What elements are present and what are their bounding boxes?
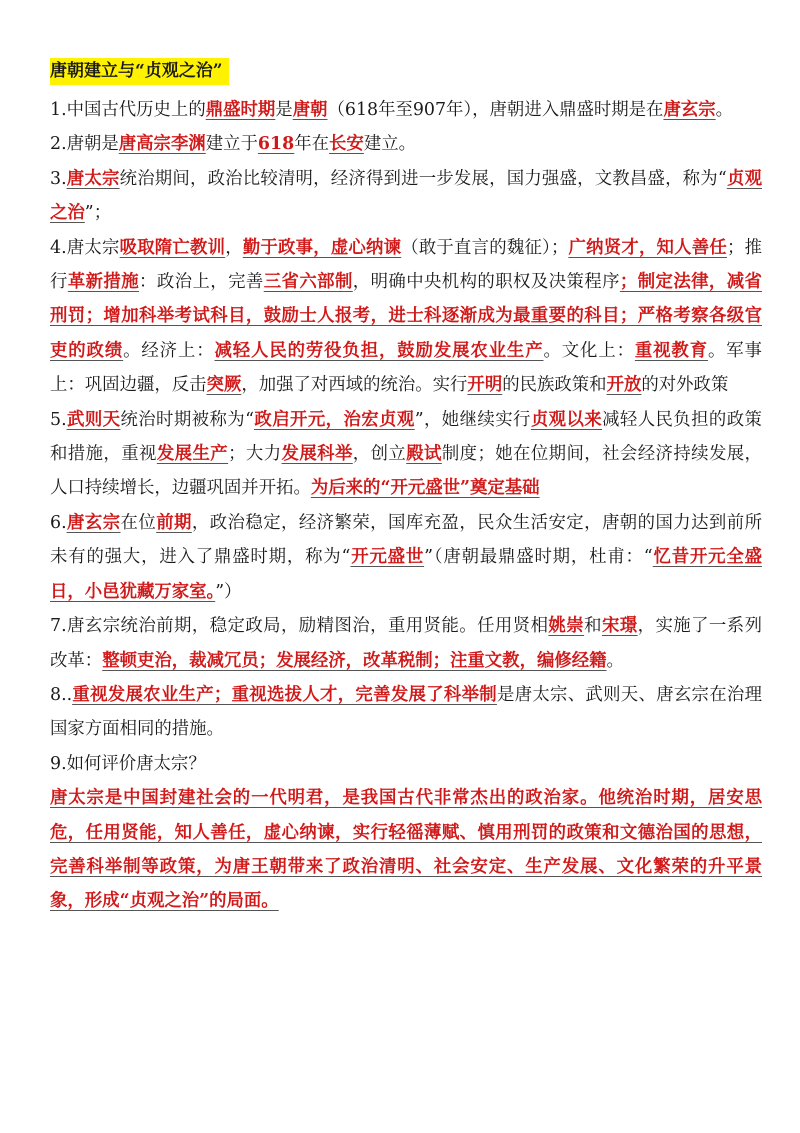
emphasized-term: 革新措施 — [67, 272, 140, 293]
list-item — [50, 506, 762, 609]
list-item — [50, 127, 762, 161]
item-text: ”） — [215, 581, 242, 602]
item-text: ，明确中央机构的职权及决策程序 — [352, 272, 620, 293]
item-text: 4.唐太宗 — [50, 237, 120, 258]
item-text: 的对外政策 — [641, 375, 729, 396]
emphasized-term: 吸取隋亡教训 — [119, 237, 226, 258]
emphasized-term: 忆昔开元全盛日，小邑犹藏万家室。 — [50, 547, 762, 602]
item-text: 。军事上：巩固边疆，反击 — [50, 340, 762, 396]
item-text: 是唐太宗、武则天、唐玄宗在治理国家方面相同的措施。 — [50, 684, 762, 740]
item-text: 在位 — [120, 512, 157, 533]
emphasized-term: 唐朝 — [292, 100, 328, 120]
item-text: 的民族政策和 — [502, 375, 607, 396]
item-text: 。文化上： — [543, 340, 635, 361]
item-text: 制度；她在位期间，社会经济持续发展，人口持续增长，边疆巩固并开拓。 — [50, 444, 762, 499]
answer-text: 唐太宗是中国封建社会的一代明君，是我国古代非常杰出的政治家。他统治时期，居安思危，任用贤能，知人善任，虚心纳谏，实行轻徭薄赋、慎用刑罚的政策和文德治国的思想，完善科举制等政策，为唐王朝带来了政治清明、社会安定、生产发展、文化繁荣的升平景象，形成“贞观之治”的局面。 — [50, 788, 762, 912]
list-item — [50, 231, 762, 403]
item-text: ，政治稳定，经济繁荣，国库充盈，民众生活安定，唐朝的国力达到前所未有的强大，进入了鼎盛时期，称为“ — [50, 512, 762, 568]
document-body — [50, 58, 762, 919]
item-text: ，加强了对西域的统治。实行 — [241, 375, 468, 396]
emphasized-term: 贞观之治 — [50, 168, 762, 224]
emphasized-term: 唐玄宗 — [663, 100, 716, 120]
emphasized-term: 殿试 — [406, 444, 442, 465]
emphasized-term: 重视教育 — [634, 340, 708, 361]
item-text: 2.唐朝是 — [50, 134, 119, 155]
item-text: ”，她继续实行 — [414, 409, 531, 430]
emphasized-term: 整顿吏治，裁减冗员；发展经济，改革税制；注重文教，编修经籍 — [102, 650, 607, 671]
item-list — [50, 93, 762, 781]
item-text: ：政治上，完善 — [139, 272, 264, 293]
item-text: 9.如何评价唐太宗？ — [50, 753, 206, 774]
item-text: ；推行 — [50, 237, 762, 293]
item-text: 1.中国古代历史上的 — [50, 100, 206, 120]
item-text: ， — [225, 237, 243, 258]
item-text: 统治时期被称为“ — [120, 409, 254, 430]
emphasized-term: 唐玄宗 — [66, 512, 121, 533]
item-text: （敢于直言的魏征）； — [401, 237, 569, 258]
item-text: 。经济上： — [123, 340, 215, 361]
item-text: 6. — [50, 512, 67, 533]
emphasized-term: 开元盛世 — [350, 547, 425, 568]
emphasized-term: 减轻人民的劳役负担，鼓励发展农业生产 — [214, 340, 544, 361]
emphasized-term: 重视发展农业生产；重视选拔人才，完善发展了科举制 — [72, 684, 497, 705]
item-text: ，创立 — [352, 444, 407, 465]
item-text: ”； — [84, 203, 112, 224]
emphasized-term: 广纳贤才，知人善任 — [568, 237, 727, 258]
answer-paragraph — [50, 781, 762, 919]
item-text: 统治期间，政治比较清明，经济得到进一步发展，国力强盛，文教昌盛，称为“ — [119, 168, 727, 189]
item-text: 7.唐玄宗统治前期，稳定政局，励精图治，重用贤能。任用贤相 — [50, 616, 549, 637]
item-text: 建立于 — [205, 134, 258, 155]
emphasized-term: 武则天 — [66, 409, 121, 430]
item-text: 是 — [275, 100, 293, 120]
emphasized-term: 发展生产 — [156, 444, 229, 465]
emphasized-term: 鼎盛时期 — [205, 100, 276, 120]
emphasized-term: 三省六部制 — [263, 272, 353, 293]
item-text: 。 — [715, 100, 734, 120]
list-item — [50, 162, 762, 231]
item-text: 3. — [50, 168, 67, 189]
emphasized-term: 贞观以来 — [530, 409, 603, 430]
emphasized-term: 开放 — [606, 375, 642, 396]
item-text: 建立。 — [363, 134, 417, 155]
emphasized-term: 长安 — [329, 134, 364, 155]
emphasized-term: 为后来的“开元盛世”奠定基础 — [310, 478, 540, 499]
list-item — [50, 403, 762, 506]
emphasized-term: 唐高宗李渊 — [118, 134, 206, 155]
item-text: 年在 — [294, 134, 330, 155]
section-title: 唐朝建立与“贞观之治” — [50, 58, 229, 85]
emphasized-term: 618 — [257, 134, 295, 155]
item-text: （618年至907年），唐朝进入鼎盛时期是在 — [327, 100, 664, 120]
emphasized-term: ；制定法律，减省刑罚；增加科举考试科目，鼓励士人报考，进士科逐渐成为最重要的科目；严格考察各级官吏的政绩 — [50, 272, 762, 361]
item-text: ，实施了一系列改革： — [50, 616, 762, 671]
item-text: 5. — [50, 409, 67, 430]
emphasized-term: 政启开元，治宏贞观 — [253, 409, 415, 430]
list-item — [50, 93, 762, 127]
item-text: ”（唐朝最鼎盛时期，杜甫：“ — [424, 547, 653, 568]
emphasized-term: 前期 — [156, 512, 192, 533]
emphasized-term: 突厥 — [206, 375, 242, 396]
item-text: 和 — [584, 616, 602, 637]
item-text: ；大力 — [228, 444, 282, 465]
emphasized-term: 发展科举 — [281, 444, 353, 465]
item-text: 减轻人民负担的政策和措施，重视 — [50, 409, 762, 465]
emphasized-term: 姚崇 — [548, 616, 585, 637]
emphasized-term: 开明 — [467, 375, 503, 396]
list-item — [50, 747, 762, 781]
emphasized-term: 勤于政事，虚心纳谏 — [242, 237, 402, 258]
emphasized-term: 宋璟 — [601, 616, 638, 637]
item-text: 。 — [606, 650, 624, 671]
emphasized-term: 唐太宗 — [66, 168, 120, 189]
item-text: 8.. — [50, 684, 73, 705]
list-item — [50, 678, 762, 747]
list-item — [50, 609, 762, 678]
